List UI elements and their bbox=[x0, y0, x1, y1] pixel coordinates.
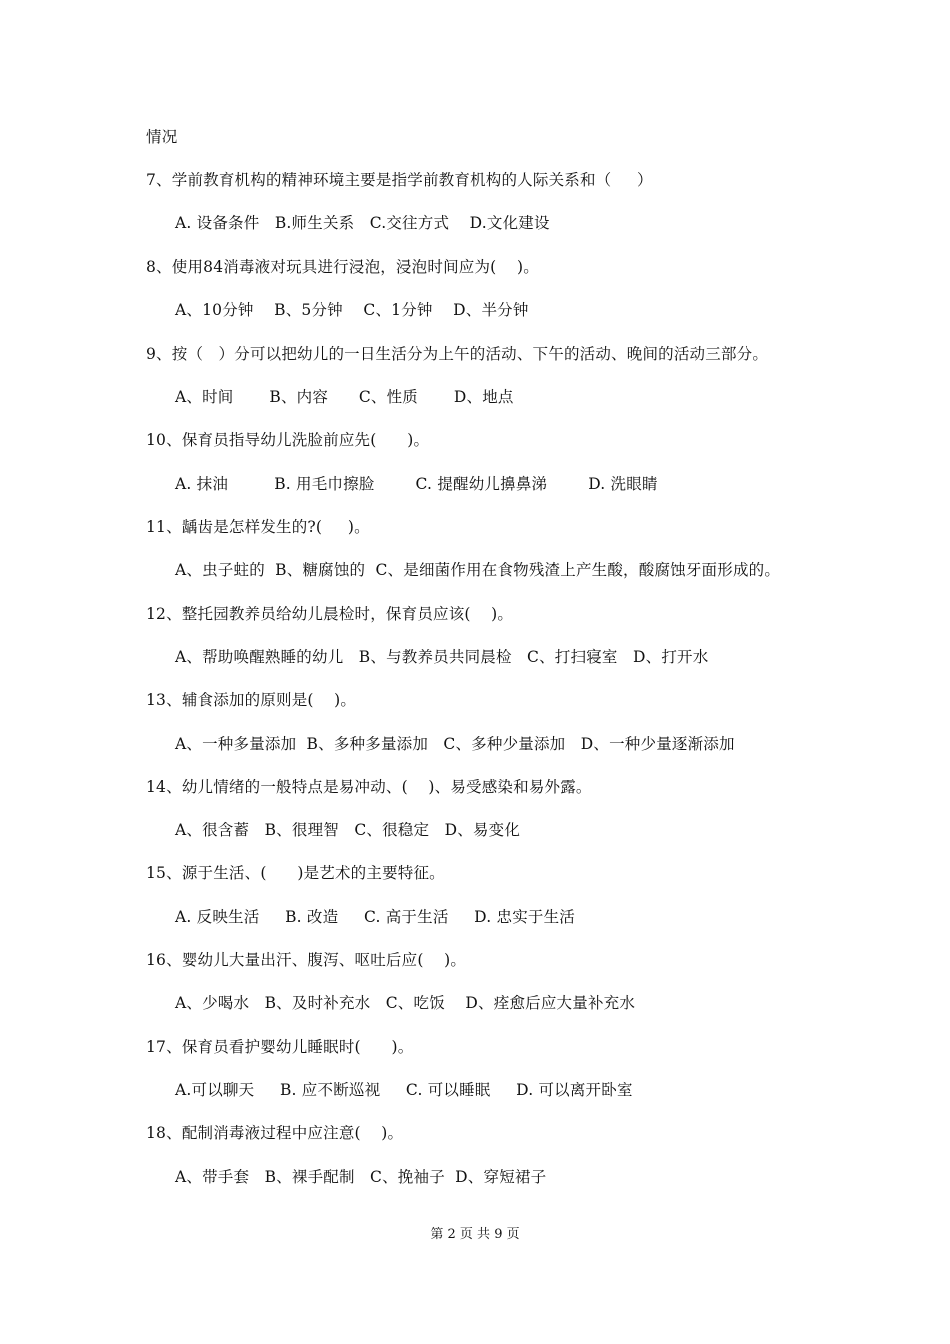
options-14: A、很含蓄 B、很理智 C、很稳定 D、易变化 bbox=[175, 821, 521, 839]
question-7: 7、学前教育机构的精神环境主要是指学前教育机构的人际关系和（ ） bbox=[146, 171, 653, 189]
question-13: 13、辅食添加的原则是( )。 bbox=[146, 691, 357, 709]
options-16: A、少喝水 B、及时补充水 C、吃饭 D、痊愈后应大量补充水 bbox=[175, 994, 636, 1012]
question-18: 18、配制消毒液过程中应注意( )。 bbox=[146, 1124, 404, 1142]
question-15: 15、源于生活、( )是艺术的主要特征。 bbox=[146, 864, 445, 882]
options-17: A.可以聊天 B. 应不断巡视 C. 可以睡眠 D. 可以离开卧室 bbox=[175, 1081, 633, 1099]
options-13: A、一种多量添加 B、多种多量添加 C、多种少量添加 D、一种少量逐渐添加 bbox=[175, 735, 735, 753]
options-11: A、虫子蛀的 B、糖腐蚀的 C、是细菌作用在食物残渣上产生酸，酸腐蚀牙面形成的。 bbox=[175, 561, 781, 579]
question-14: 14、幼儿情绪的一般特点是易冲动、( )、易受感染和易外露。 bbox=[146, 778, 592, 796]
options-10: A. 抹油 B. 用毛巾擦脸 C. 提醒幼儿擤鼻涕 D. 洗眼睛 bbox=[175, 475, 658, 493]
question-17: 17、保育员看护婴幼儿睡眠时( )。 bbox=[146, 1038, 414, 1056]
options-15: A. 反映生活 B. 改造 C. 高于生活 D. 忠实于生活 bbox=[175, 908, 575, 926]
page-number-footer: 第 2 页 共 9 页 bbox=[430, 1227, 520, 1242]
question-11: 11、龋齿是怎样发生的?( )。 bbox=[146, 518, 370, 536]
question-fragment: 情况 bbox=[146, 128, 178, 146]
options-18: A、带手套 B、裸手配制 C、挽袖子 D、穿短裙子 bbox=[175, 1168, 547, 1186]
options-9: A、时间 B、内容 C、性质 D、地点 bbox=[175, 388, 514, 406]
options-8: A、10分钟 B、5分钟 C、1分钟 D、半分钟 bbox=[175, 301, 529, 319]
question-12: 12、整托园教养员给幼儿晨检时，保育员应该( )。 bbox=[146, 605, 514, 623]
question-8: 8、使用84消毒液对玩具进行浸泡，浸泡时间应为( )。 bbox=[146, 258, 539, 276]
question-16: 16、婴幼儿大量出汗、腹泻、呕吐后应( )。 bbox=[146, 951, 467, 969]
question-9: 9、按（ ）分可以把幼儿的一日生活分为上午的活动、下午的活动、晚间的活动三部分。 bbox=[146, 345, 769, 363]
options-12: A、帮助唤醒熟睡的幼儿 B、与教养员共同晨检 C、打扫寝室 D、打开水 bbox=[175, 648, 709, 666]
question-10: 10、保育员指导幼儿洗脸前应先( )。 bbox=[146, 431, 430, 449]
options-7: A. 设备条件 B.师生关系 C.交往方式 D.文化建设 bbox=[175, 214, 550, 232]
